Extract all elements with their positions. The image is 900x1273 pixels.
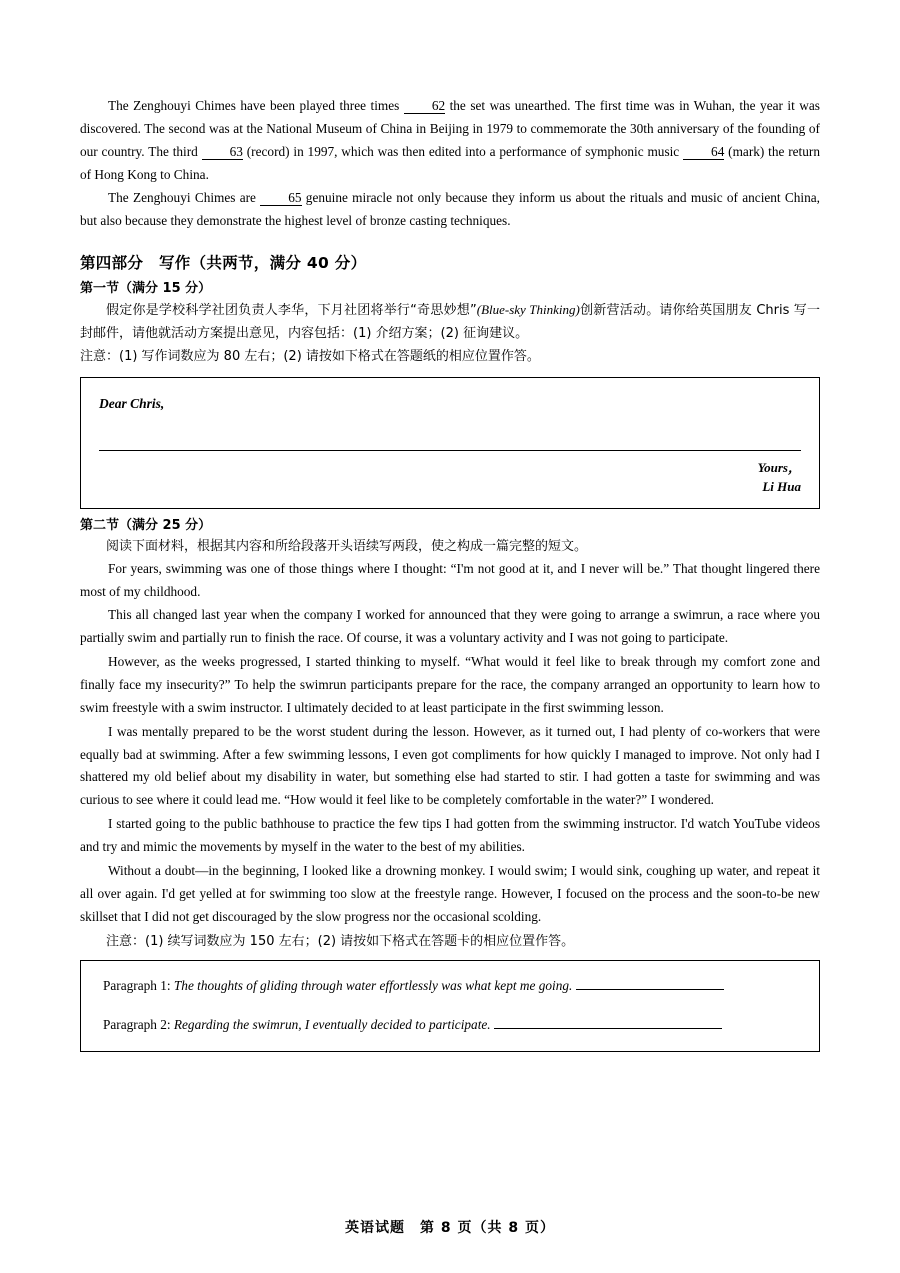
- section-two-prompt: 阅读下面材料，根据其内容和所给段落开头语续写两段，使之构成一篇完整的短文。: [106, 538, 588, 554]
- prompt-italic: (Blue-sky Thinking): [476, 302, 580, 318]
- story-paragraph-4: I was mentally prepared to be the worst student during the lesson. However, as it turned out, I had plenty of co-workers that were equally bad at swimming. After a few swimming lessons, I even got compliments for how quickly I managed to improve. Not only had I shattered my old belief about my disability in water, but something else had started to stir. I had gotten a taste for swimming and was curious to see where it could lead me. “How would it feel like to be completely comfortable in the water?” I wondered.: [80, 723, 820, 808]
- paragraph-2-text: Regarding the swimrun, I eventually decided to participate.: [173, 1016, 491, 1032]
- section-two-title: 第二节（满分 25 分）: [80, 517, 212, 533]
- cloze-text-2a: The Zenghouyi Chimes are: [108, 190, 261, 206]
- story-paragraph-1: For years, swimming was one of those things where I thought: “I'm not good at it, and I never will be.” That thought lingered there most of my childhood.: [80, 560, 820, 599]
- prompt-pre: 假定你是学校科学社团负责人李华，下月社团将举行“奇思妙想”: [106, 303, 477, 319]
- cloze-paragraph-1: [80, 95, 820, 186]
- letter-salutation: Dear Chris,: [99, 395, 165, 411]
- prompt-post: 创新营活动。请你给英国朋友 Chris 写一封邮件，请他就活动方案提出意见，内容包括：(1) 介绍方案；(2) 征询建议。: [80, 303, 820, 342]
- story-paragraph-6: Without a doubt—in the beginning, I looked like a drowning monkey. I would swim; I would sink, coughing up water, and repeat it all over again. I'd get yelled at for swimming too slow at the freestyle range. However, I focused on the process and the soon-to-be new skillset that I did not get discouraged by the slow progress nor the occasional scolding.: [80, 862, 820, 924]
- section-one-note: 注意：(1) 写作词数应为 80 左右；(2) 请按如下格式在答题纸的相应位置作答。: [80, 349, 540, 365]
- paragraph-2-line[interactable]: [103, 1012, 797, 1037]
- letter-signature-block: [758, 458, 801, 497]
- letter-name: Li Hua: [762, 479, 801, 495]
- cloze-paragraph-2: [80, 187, 820, 233]
- cloze-text-1a: The Zenghouyi Chimes have been played three times: [108, 98, 404, 113]
- cloze-text-2b: genuine miracle not only because they inform us about the rituals and music of ancient China, but also because they demonstrate the highest level of bronze casting techniques.: [80, 190, 820, 229]
- blank-65: 65: [260, 191, 301, 206]
- letter-rule-line: [99, 450, 801, 451]
- story-paragraph-3: However, as the weeks progressed, I started thinking to myself. “What would it feel like to break through my comfort zone and finally face my insecurity?” To help the swimrun participants prepare for the race, the company arranged an opportunity to learn how to swim freestyle with a swim instructor. I ultimately decided to at least participate in the first swimming lesson.: [80, 654, 820, 715]
- part-four-title: 第四部分 写作（共两节，满分 40 分）: [80, 254, 367, 273]
- letter-answer-box[interactable]: [80, 377, 820, 509]
- paragraph-2-label: Paragraph 2:: [103, 1016, 171, 1032]
- cloze-text-1b: the set was unearthed. The first time was in Wuhan, the year it was discovered. The second was at the National Museum of China in Beijing in 1979 to commemorate the 30th anniversary of the founding of our country. The third: [80, 98, 820, 159]
- paragraph-2-blank[interactable]: [494, 1016, 722, 1029]
- story-paragraph-5: I started going to the public bathhouse to practice the few tips I had gotten from the swimming instructor. I'd watch YouTube videos and try and mimic the movements by myself in the water to the best of my abilities.: [80, 816, 820, 854]
- cloze-text-1c: (record) in 1997, which was then edited into a performance of symphonic music: [242, 143, 684, 159]
- section-one-prompt: [80, 298, 820, 345]
- cloze-text-1d: (mark) the return of Hong Kong to China.: [80, 143, 820, 182]
- story-paragraph-2: This all changed last year when the company I worked for announced that they were going to arrange a swimrun, a race where you partially swim and partially run to finish the race. Of course, it was a voluntary activity and I was not going to participate.: [80, 607, 820, 646]
- paragraph-1-label: Paragraph 1:: [103, 977, 171, 993]
- blank-63: 63: [202, 145, 243, 160]
- section-one-title: 第一节（满分 15 分）: [80, 281, 212, 297]
- paragraph-1-text: The thoughts of gliding through water effortlessly was what kept me going.: [173, 977, 573, 993]
- blank-64: 64: [683, 145, 724, 160]
- paragraph-1-line[interactable]: [103, 973, 797, 998]
- blank-62: 62: [404, 99, 445, 114]
- paragraph-1-blank[interactable]: [576, 977, 724, 990]
- page-footer: 英语试题 第 8 页（共 8 页）: [345, 1220, 555, 1236]
- letter-yours: Yours，: [757, 459, 801, 475]
- continuation-answer-box[interactable]: [80, 960, 820, 1053]
- section-two-note: 注意：(1) 续写词数应为 150 左右；(2) 请按如下格式在答题卡的相应位置作答。: [106, 934, 575, 950]
